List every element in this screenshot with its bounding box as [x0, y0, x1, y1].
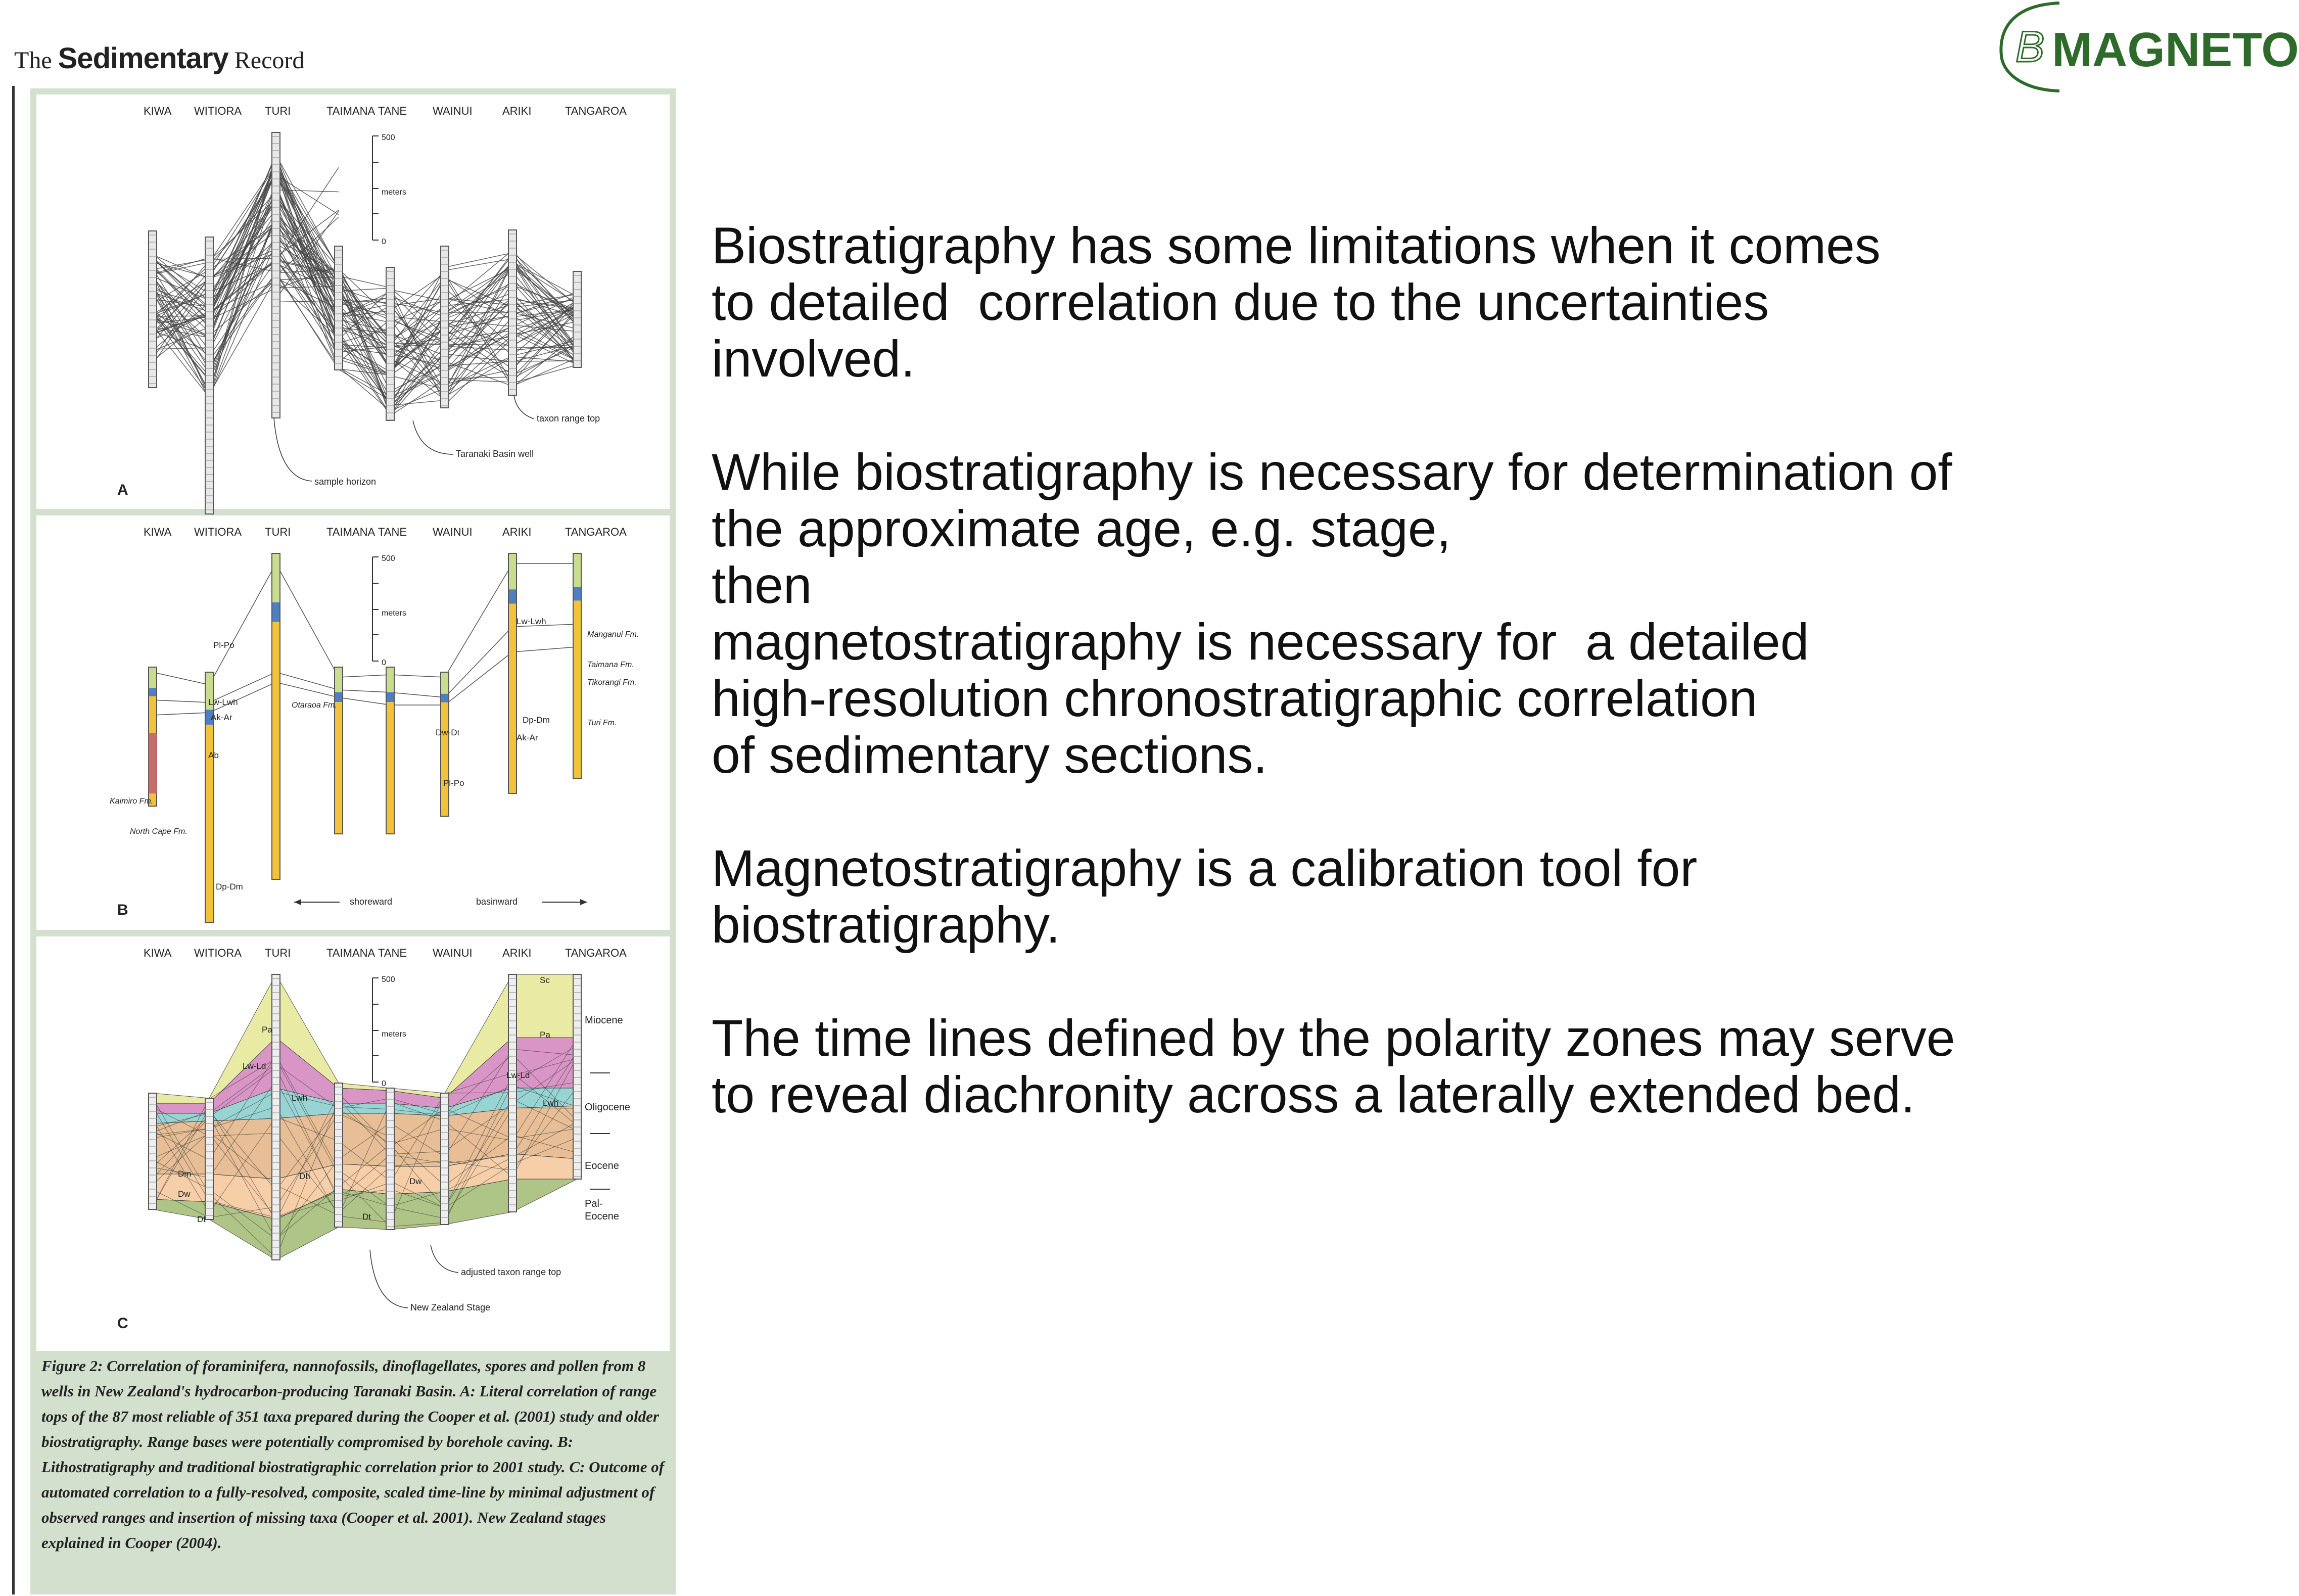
unit-label: Dp-Dm: [523, 715, 550, 725]
journal-header: [14, 41, 304, 75]
panel-letter: C: [117, 1315, 128, 1332]
scale-label: 500: [382, 133, 395, 142]
unit-label: Pa: [540, 1030, 550, 1040]
journal-prefix: The: [14, 47, 52, 74]
epoch-label: Eocene: [585, 1160, 619, 1171]
unit-fill-green: [386, 667, 394, 692]
text-line: Magnetostratigraphy is a calibration tool for: [712, 839, 1698, 897]
journal-suffix: Record: [234, 47, 305, 74]
well-label: TANE: [378, 105, 407, 117]
text-line: biostratigraphy.: [712, 896, 1060, 954]
paragraph-calibration-tool: [712, 840, 2218, 953]
unit-label: Ak-Ar: [211, 713, 232, 722]
unit-label: Lw-Lwh: [517, 617, 546, 626]
scale-label: 0: [382, 1079, 386, 1088]
logo-letter-icon: B: [2015, 23, 2045, 71]
unit-fill-yellow: [272, 622, 280, 879]
well-column: [386, 1088, 394, 1230]
unit-label: Dt: [362, 1212, 371, 1222]
unit-label: Dw: [178, 1189, 191, 1199]
epoch-label: Miocene: [585, 1015, 623, 1026]
annotation-label: sample horizon: [314, 477, 377, 487]
well-label: TAIMANA: [326, 947, 376, 959]
unit-fill-yellow: [441, 702, 449, 816]
well-label: WITIORA: [194, 947, 242, 959]
well-label: TANGAROA: [565, 526, 627, 538]
unit-label: Dm: [178, 1169, 192, 1179]
formation-label: Turi Fm.: [587, 719, 617, 727]
unit-fill-blue: [272, 602, 280, 622]
kaimiro-unit: [149, 733, 157, 793]
well-label: TURI: [265, 526, 291, 538]
formation-label: North Cape Fm.: [130, 827, 187, 836]
direction-label: basinward: [476, 897, 518, 907]
annotation-label: Taranaki Basin well: [456, 449, 534, 459]
panel-letter: B: [117, 902, 128, 918]
well-column: [335, 1083, 343, 1227]
panel-c: [36, 936, 670, 1351]
well-column: [149, 1093, 157, 1209]
epoch-label: Pal-: [585, 1198, 603, 1209]
unit-label: Dw-Dt: [436, 728, 460, 737]
formation-label: Taimana Fm.: [587, 661, 634, 669]
unit-label: Pl-Po: [213, 640, 234, 650]
body-text: [712, 217, 2218, 1180]
formation-label: Manganui Fm.: [587, 630, 639, 639]
unit-fill-yellow: [386, 702, 394, 834]
scale-label: meters: [382, 609, 406, 618]
scale-label: meters: [382, 1030, 406, 1039]
unit-fill-yellow: [335, 702, 343, 834]
unit-label: Lw-Ld: [506, 1070, 530, 1080]
well-label: TANE: [378, 947, 407, 959]
unit-label: Lw-Ld: [243, 1061, 266, 1071]
well-column: [149, 231, 157, 388]
unit-label: Pl-Po: [443, 778, 464, 788]
well-label: TAIMANA: [326, 105, 376, 117]
text-line: high-resolution chronostratigraphic correlation: [712, 670, 1758, 727]
scale-label: 0: [382, 659, 386, 667]
formation-label: Tikorangi Fm.: [587, 678, 637, 687]
annotation-label: New Zealand Stage: [410, 1302, 491, 1312]
unit-fill-yellow: [508, 604, 517, 793]
unit-label: Sc: [540, 975, 550, 985]
well-label: TANGAROA: [565, 947, 627, 959]
unit-fill-blue: [386, 692, 394, 702]
well-column: [272, 132, 280, 418]
unit-label: Dp-Dm: [216, 882, 243, 891]
unit-label: Dt: [197, 1214, 206, 1224]
direction-label: shoreward: [350, 897, 393, 907]
text-line: Biostratigraphy has some limitations when it comes: [712, 217, 1881, 274]
unit-fill-blue: [149, 688, 157, 696]
well-label: KIWA: [144, 526, 172, 538]
unit-label: Pa: [262, 1025, 272, 1035]
text-line: of sedimentary sections.: [712, 726, 1268, 784]
logo-name: MAGNETO: [2052, 23, 2299, 77]
formation-label: Kaimiro Fm.: [110, 797, 154, 806]
text-line: to reveal diachronity across a laterally extended bed.: [712, 1066, 1915, 1123]
well-label: KIWA: [144, 105, 172, 117]
well-label: WITIORA: [194, 105, 242, 117]
well-column: [272, 974, 280, 1260]
annotation-label: taxon range top: [537, 413, 600, 424]
well-label: WAINUI: [433, 526, 473, 538]
unit-fill-green: [573, 553, 581, 587]
epoch-label: Eocene: [585, 1211, 619, 1222]
well-label: TURI: [265, 947, 291, 959]
well-column: [386, 267, 394, 420]
text-line: The time lines defined by the polarity zones may serve: [712, 1009, 1955, 1067]
paragraph-biostratigraphy-limits: [712, 217, 2218, 387]
well-column: [441, 246, 449, 408]
unit-fill-green: [508, 553, 517, 589]
paragraph-diachronity: [712, 1010, 2218, 1123]
text-line: the approximate age, e.g. stage,: [712, 500, 1451, 557]
unit-fill-green: [335, 667, 343, 692]
figure-caption: Figure 2: Correlation of foraminifera, nannofossils, dinoflagellates, spores and pollen from 8 wells in New Zealand's hydrocarbon-producing Taranaki Basin. A: Literal correlation of range tops of the 87 most reliable of 351 taxa prepared during the Cooper et al. (2001) study and older biostratigraphy. Range bases were potentially compromised by borehole caving. B: Lithostratigraphy and traditional biostratigraphic correlation prior to 2001 study. C: Outcome of automated correlation to a fully-resolved, composite, scaled time-line by minimal adjustment of observed ranges and insertion of missing taxa (Cooper et al. 2001). New Zealand stages explained in Cooper (2004).: [41, 1357, 665, 1552]
paragraph-magnetostratigraphy-need: [712, 444, 2218, 783]
unit-label: Lw-Lwh: [208, 697, 238, 707]
well-label: TANE: [378, 526, 407, 538]
scale-label: 500: [382, 554, 395, 563]
unit-label: Dw: [409, 1177, 422, 1186]
unit-fill-green: [149, 667, 157, 688]
text-line: to detailed correlation due to the uncertainties: [712, 273, 1769, 331]
well-column: [508, 230, 517, 395]
unit-fill-green: [441, 672, 449, 694]
unit-label: Lwh: [543, 1098, 559, 1108]
unit-fill-green: [272, 553, 280, 602]
well-label: ARIKI: [502, 105, 532, 117]
unit-label: Ab: [208, 750, 219, 760]
text-line: While biostratigraphy is necessary for determination of: [712, 443, 1952, 501]
unit-fill-yellow: [573, 600, 581, 778]
panel-b: [36, 515, 670, 930]
unit-fill-blue: [573, 587, 581, 601]
text-line: involved.: [712, 330, 915, 388]
unit-fill-blue: [441, 694, 449, 702]
well-label: TANGAROA: [565, 105, 627, 117]
scale-label: meters: [382, 188, 406, 197]
text-line: magnetostratigraphy is necessary for a detailed: [712, 613, 1809, 671]
well-label: WAINUI: [433, 105, 473, 117]
formation-label: Otaraoa Fm.: [292, 701, 337, 710]
journal-title-bold: Sedimentary: [58, 42, 228, 75]
text-line: then: [712, 556, 812, 614]
unit-fill-blue: [508, 589, 517, 604]
well-label: WAINUI: [433, 947, 473, 959]
well-label: ARIKI: [502, 947, 532, 959]
well-label: ARIKI: [502, 526, 532, 538]
scale-label: 500: [382, 975, 395, 984]
well-label: WITIORA: [194, 526, 242, 538]
well-column: [335, 246, 343, 370]
panel-letter: A: [117, 482, 128, 498]
scale-label: 0: [382, 238, 386, 246]
panel-a: [36, 95, 670, 514]
well-label: KIWA: [144, 947, 172, 959]
annotation-label: adjusted taxon range top: [461, 1267, 561, 1277]
well-label: TAIMANA: [326, 526, 376, 538]
unit-label: Dh: [299, 1171, 310, 1181]
well-column: [441, 1093, 449, 1225]
unit-label: Ak-Ar: [517, 733, 538, 742]
unit-label: Lwh: [292, 1093, 308, 1103]
vertical-rule: [12, 86, 15, 1594]
well-label: TURI: [265, 105, 291, 117]
epoch-label: Oligocene: [585, 1102, 631, 1113]
